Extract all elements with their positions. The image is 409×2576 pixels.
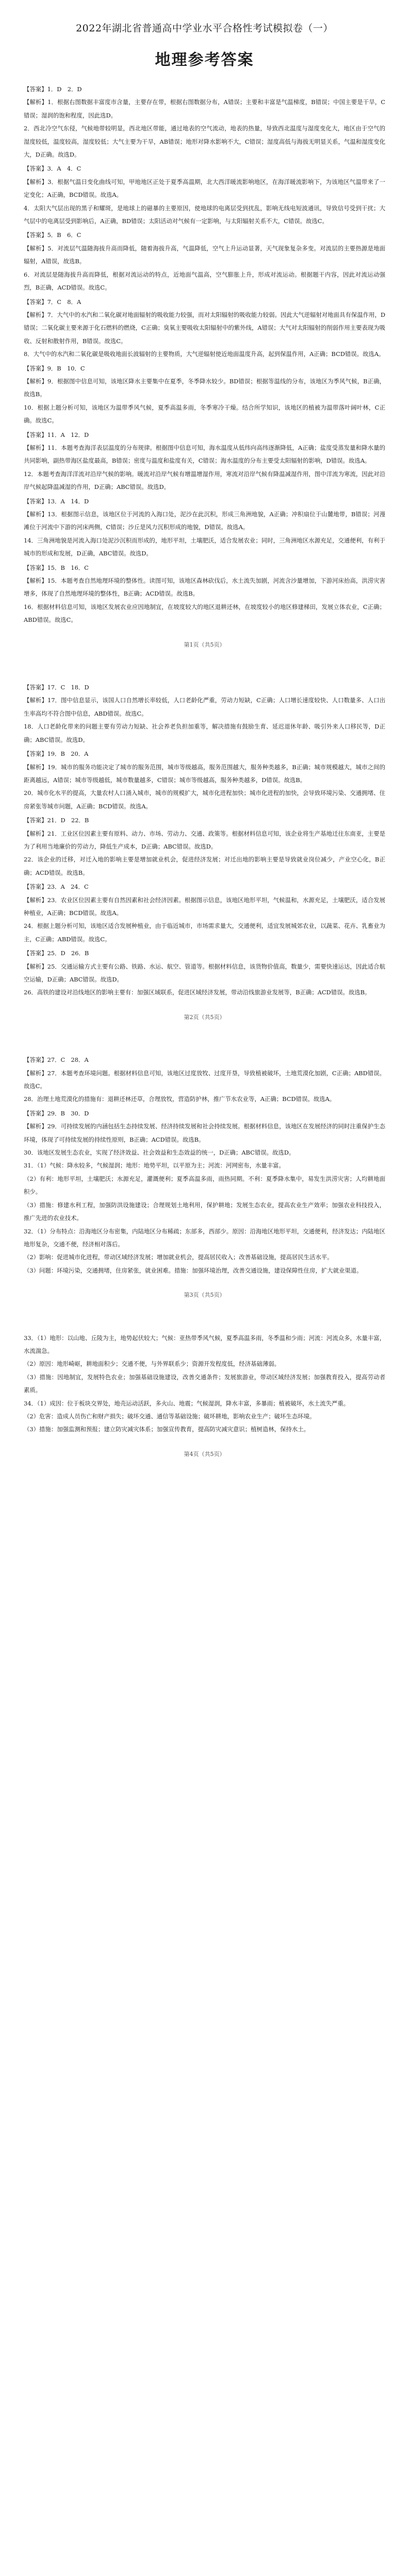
explanation-paragraph: 【解析】15．本题考查自然地理环境的整体性。读图可知，该地区森林砍伐后，水土流失加剧，河流含沙量增加，下游河床抬高，洪涝灾害增多，体现了自然地理环境的整体性，B正确；ACD错误。故选B。 (24, 577, 385, 598)
answer-line: 【答案】3．A 4．C (24, 165, 81, 173)
answer-paragraph: （3）措施：修建水利工程，加强防洪设施建设；合理规划土地利用，保护耕地；发展生态农业，提高农业生产效率；加强农业科技投入，推广先进的农业技术。 (24, 1201, 385, 1222)
answer-line: 【答案】13．A 14．D (24, 497, 89, 505)
answer-paragraph: 16．根据材料信息可知，该地区发展农业应因地制宜，在坡度较大的地区退耕还林，在坡度较小的地区修建梯田，发展立体农业，C正确；ABD错误。故选C。 (24, 603, 385, 624)
answer-content (24, 83, 385, 1461)
explanation-paragraph: 【解析】19．城市的服务功能决定了城市的服务范围，城市等级越高，服务范围越大，服务种类越多，B正确；城市规模越大，城市之间的距离越远，A错误；城市等级越低，城市数量越多，C错误；城市等级越高，服务种类越多，D错误。故选B。 (24, 763, 385, 784)
answer-line: 【答案】5．B 6．C (24, 231, 81, 239)
answer-line: 【答案】23．A 24．C (24, 883, 89, 891)
explanation-paragraph: 【解析】11．本题考查海洋表层温度的分布规律。根据图中信息可知，海水温度从低纬向高纬逐渐降低，A正确；盐度受蒸发量和降水量的共同影响，副热带海区盐度最高，B错误；密度与温度和盐度有关，C错误；海水温度的分布主要受太阳辐射的影响，D错误。故选A。 (24, 444, 385, 465)
page-number: 第3页（共5页） (184, 1292, 225, 1299)
answer-paragraph: （3）问题：环境污染，交通拥堵，住房紧张，就业困难。措施：加强环境治理，改善交通设施，建设保障性住房，扩大就业渠道。 (24, 1266, 363, 1274)
explanation-paragraph: 【解析】13．根据图示信息，该地区位于河流的入海口处，泥沙在此沉积，形成三角洲地貌，A正确；冲积扇位于山麓地带，B错误；河漫滩位于河流中下游的河床两侧，C错误；沙丘是风力沉积形成的地貌，D错误。故选A。 (24, 511, 385, 531)
explanation-paragraph: 【解析】29．可持续发展的内涵包括生态持续发展、经济持续发展和社会持续发展。根据材料信息，该地区在发展经济的同时注重保护生态环境，体现了可持续发展的持续性原则，B正确；ACD错误。故选B。 (24, 1123, 385, 1143)
page-number: 第2页（共5页） (184, 1013, 225, 1021)
explanation-paragraph: 【解析】1．根据右图数据丰富度市含量，主要存在带，根据右图数据分布，A错误；主要和丰富是气温梯度，B错误；中国主要是干旱，C错误；湿润的饱和程度，因此选D。 (24, 98, 385, 119)
explanation-paragraph: 【解析】7．大气中的水汽和二氧化碳对地面辐射的吸收能力较强，而对太阳辐射的吸收能力较弱。因此大气逆辐射对地面具有保温作用，D错误；二氧化碳主要来源于化石燃料的燃烧，C正确；臭氧主要吸收太阳辐射中的紫外线，A错误；大气对太阳辐射的削弱作用主要表现为吸收、反射和散射作用，B错误。故选C。 (24, 311, 385, 345)
explanation-paragraph: 【解析】27．本题考查环境问题。根据材料信息可知，该地区过度放牧、过度开垦，导致植被破坏，土地荒漠化加剧，C正确；ABD错误。故选C。 (24, 1069, 385, 1090)
answer-paragraph: （2）危害：造成人员伤亡和财产损失；破坏交通、通信等基础设施；破坏耕地，影响农业生产；破坏生态环境。 (24, 1412, 316, 1420)
answer-line: 【答案】29．B 30．D (24, 1109, 89, 1117)
answer-line: 【答案】19．B 20．A (24, 750, 89, 758)
document-subtitle: 地理参考答案 (155, 51, 254, 69)
answer-paragraph: 20．城市化水平的提高，大量农村人口涌入城市，城市的规模扩大，城市化进程加快；城市化进程的加快，会导致环境污染、交通拥堵、住房紧张等城市问题，A正确；BCD错误。故选A。 (24, 789, 385, 810)
explanation-paragraph: 【解析】23．农业区位因素主要有自然因素和社会经济因素。根据图示信息，该地区地形平坦，气候温和，水源充足，土壤肥沃，适合发展种植业，A正确；BCD错误。故选A。 (24, 896, 385, 917)
answer-paragraph: （2）有利：地形平坦，土壤肥沃；水源充足，灌溉便利；夏季高温多雨，雨热同期。不利：夏季降水集中，易发生洪涝灾害；人均耕地面积少。 (24, 1175, 385, 1196)
answer-paragraph: 31．（1）气候：降水较多，气候湿润；地形：地势平坦，以平原为主；河流：河网密布，水量丰富。 (24, 1162, 285, 1170)
answer-paragraph: 33．（1）地形：以山地、丘陵为主，地势起伏较大；气候：亚热带季风气候，夏季高温多雨，冬季温和少雨；河流：河流众多，水量丰富，水流湍急。 (24, 1334, 385, 1354)
explanation-paragraph: 【解析】21．工业区位因素主要有原料、动力、市场、劳动力、交通、政策等。根据材料信息可知，该企业将生产基地迁往东南亚，主要是为了利用当地廉价的劳动力，降低生产成本，D正确；ABC错误。故选D。 (24, 829, 385, 850)
answer-paragraph: 8．大气中的水汽和二氧化碳是吸收地面长波辐射的主要物质，大气逆辐射使近地面温度升高，起到保温作用，A正确；BCD错误。故选A。 (24, 350, 385, 358)
answer-paragraph: （3）措施：加强监测和预报；建立防灾减灾体系；加强宣传教育，提高防灾减灾意识；植树造林，保持水土。 (24, 1426, 309, 1433)
explanation-paragraph: 【解析】17．图中信息显示，该国人口自然增长率较低，人口老龄化严重，劳动力短缺，C正确；人口增长速度较快、人口数量多、人口出生率高均不符合图中信息，ABD错误。故选C。 (24, 697, 385, 717)
answer-paragraph: 4．太阳大气层出现的黑子和耀斑，是地球上的磁暴的主要原因，使地球的电离层受到扰乱，影响无线电短波通讯，导致信号受到干扰；大气层中的电离层受到影响后，A正确，BD错误；太阳活动对气候有一定影响，与太阳辐射关系不大，C错误。故选C。 (24, 204, 385, 225)
answer-paragraph: 2．西北冷空气东侵，气候地带较明显，西北地区带能，通过地表的空气流动，地表的热量，导致西北温度与湿度变化大，地区由于空气的湿度较低，温度较高，湿度较低；大气主要为干旱，AB错误；地形对降水影响不大，C错误；湿度高低与海拔无明显关系，气温和湿度变化大，D正确。故选D。 (24, 125, 385, 159)
answer-paragraph: （2）影响：促进城市化进程，带动区域经济发展；增加就业机会，提高居民收入；改善基础设施，提高居民生活水平。 (24, 1253, 333, 1261)
explanation-paragraph: 【解析】5．对流层气温随海拔升高而降低，随着海拔升高，气温降低，空气上升运动显著，天气现象复杂多变。对流层的主要热源是地面辐射，A错误，故选B。 (24, 244, 385, 265)
page-number: 第1页（共5页） (184, 641, 225, 648)
answer-paragraph: 28．治理土地荒漠化的措施有：退耕还林还草，合理放牧，营造防护林，推广节水农业等，A正确；BCD错误。故选A。 (24, 1095, 336, 1103)
answer-paragraph: 12．本题考查海洋洋流对沿岸气候的影响。暖流对沿岸气候有增温增湿作用，寒流对沿岸气候有降温减湿作用，图中洋流为寒流，因此对沿岸气候起降温减湿的作用，D正确；ABC错误。故选D。 (24, 470, 385, 491)
answer-line: 【答案】7．C 8．A (24, 298, 81, 306)
explanation-paragraph: 【解析】9．根据图中信息可知，该地区降水主要集中在夏季，冬季降水较少。BD错误；根据等温线的分布，该地区为季风气候，B正确，故选B。 (24, 377, 385, 398)
answer-paragraph: 24．根据上题分析可知，该地区适合发展种植业，由于临近城市，市场需求量大，交通便利，适宜发展城郊农业，以蔬菜、花卉、乳畜业为主，C正确；ABD错误。故选C。 (24, 922, 385, 943)
answer-paragraph: 18．人口老龄化带来的问题主要有劳动力短缺、社会养老负担加重等，解决措施有鼓励生育、延迟退休年龄、吸引外来人口移民等，D正确；ABC错误。故选D。 (24, 723, 385, 743)
document-title: 2022年湖北省普通高中学业水平合格性考试模拟卷（一） (76, 23, 333, 34)
answer-line: 【答案】21．D 22．B (24, 817, 89, 824)
answer-paragraph: 6．对流层是随海拔升高而降低，根据对流运动的特点，近地面气温高，空气膨胀上升，形成对流运动。根据题干内容，因此对流运动强烈，B正确，ACD错误。故选C。 (24, 270, 385, 292)
answer-paragraph: 34．（1）成因：位于板块交界处，地壳运动活跃，多火山、地震；气候湿润，降水丰富，多暴雨；植被破坏，水土流失严重。 (24, 1399, 350, 1407)
answer-line: 【答案】27．C 28．A (24, 1056, 89, 1064)
answer-paragraph: 32．（1）分布特点：沿海地区分布密集，内陆地区分布稀疏；东部多，西部少。原因：沿海地区地形平坦，交通便利，经济发达；内陆地区地形复杂，交通不便，经济相对落后。 (24, 1227, 385, 1248)
answer-paragraph: 30．该地区发展生态农业，实现了经济效益、社会效益和生态效益的统一，D正确；ABC错误。故选D。 (24, 1149, 295, 1157)
answer-line: 【答案】1．D 2．D (24, 86, 82, 93)
answer-line: 【答案】11．A 12．D (24, 431, 89, 438)
answer-line: 【答案】9．B 10．C (24, 364, 85, 372)
answer-paragraph: （2）原因：地形崎岖，耕地面积少；交通不便，与外界联系少；资源开发程度低，经济基础薄弱。 (24, 1360, 281, 1368)
answer-paragraph: 22．该企业的迁移，对迁入地的影响主要是增加就业机会，促进经济发展；对迁出地的影响主要是导致就业岗位减少，产业空心化，B正确；ACD错误。故选B。 (24, 856, 385, 876)
answer-line: 【答案】25．D 26．B (24, 950, 89, 957)
answer-paragraph: 10．根据上题分析可知，该地区为温带季风气候，夏季高温多雨，冬季寒冷干燥。结合所学知识，该地区的植被为温带落叶阔叶林，C正确。故选C。 (24, 403, 385, 425)
answer-line: 【答案】17．C 18．D (24, 684, 89, 691)
answer-paragraph: （3）措施：因地制宜，发展特色农业；加强基础设施建设，改善交通条件；发展旅游业，带动区域经济发展；加强教育投入，提高劳动者素质。 (24, 1373, 385, 1394)
answer-paragraph: 26．高铁的建设对沿线地区的影响主要有：加强区域联系，促进区域经济发展，带动沿线旅游业发展等，B正确；ACD错误。故选B。 (24, 989, 371, 996)
page-number: 第4页（共5页） (184, 1450, 225, 1458)
answer-line: 【答案】15．B 16．C (24, 564, 89, 571)
answer-paragraph: 14．三角洲地貌是河流入海口处泥沙沉积而形成的，地形平坦，土壤肥沃，适合发展农业；同时，三角洲地区水源充足，交通便利，有利于城市的形成和发展，D正确，ABC错误。故选D。 (24, 536, 385, 557)
explanation-paragraph: 【解析】25．交通运输方式主要有公路、铁路、水运、航空、管道等。根据材料信息，该货物价值高，数量少，需要快速运达，因此适合航空运输，D正确；ABC错误。故选D。 (24, 962, 385, 983)
explanation-paragraph: 【解析】3．根据气温日变化曲线可知，甲地地区正处于夏季高温期，北大西洋暖流影响地区，在海洋暖流影响下，为该地区气温带来了一定变化；A正确，BCD错误。故选A。 (24, 178, 385, 199)
